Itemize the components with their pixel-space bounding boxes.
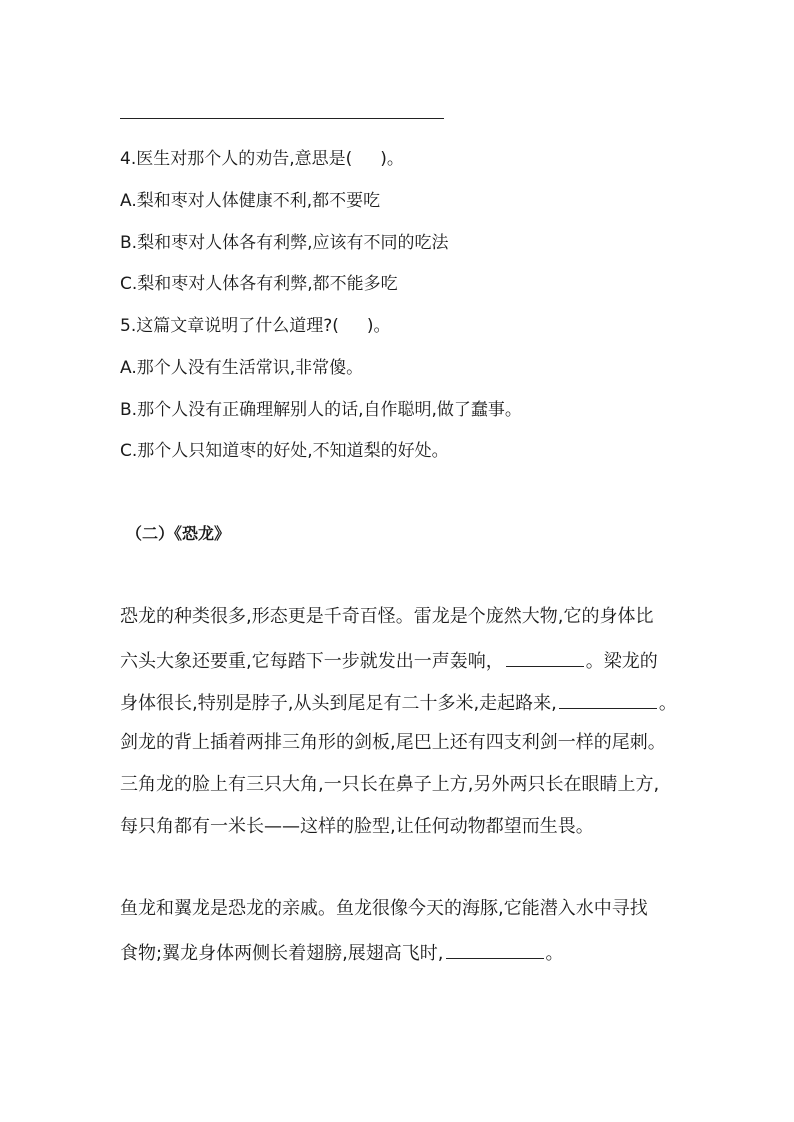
passage-line xyxy=(120,648,658,673)
section-2-title: （二）《恐龙》 xyxy=(126,524,231,543)
passage-text: 。梁龙的 xyxy=(585,651,658,672)
question-4-option-a: A.梨和枣对人体健康不利,都不要吃 xyxy=(120,191,381,211)
question-4-stem: 4.医生对那个人的劝告,意思是( xyxy=(120,149,353,169)
question-5-option-b: B.那个人没有正确理解别人的话,自作聪明,做了蠢事。 xyxy=(120,400,522,420)
question-5 xyxy=(120,315,391,337)
passage-line: 恐龙的种类很多,形态更是千奇百怪。雷龙是个庞然大物,它的身体比 xyxy=(120,606,654,627)
answer-line[interactable] xyxy=(120,118,444,119)
passage-line xyxy=(120,690,677,715)
passage-text: 。 xyxy=(545,943,564,964)
passage-line: 鱼龙和翼龙是恐龙的亲戚。鱼龙很像今天的海豚,它能潜入水中寻找 xyxy=(120,898,648,919)
fill-blank-1[interactable] xyxy=(506,648,584,667)
question-5-option-c: C.那个人只知道枣的好处,不知道梨的好处。 xyxy=(120,441,449,461)
fill-blank-3[interactable] xyxy=(446,940,544,959)
question-4-option-c: C.梨和枣对人体各有利弊,都不能多吃 xyxy=(120,274,398,294)
passage-line xyxy=(120,940,564,965)
passage-line: 剑龙的背上插着两排三角形的剑板,尾巴上还有四支利剑一样的尾刺。 xyxy=(120,732,666,753)
passage-text: 六头大象还要重,它每踏下一步就发出一声轰响， xyxy=(120,651,504,672)
question-4-option-b: B.梨和枣对人体各有利弊,应该有不同的吃法 xyxy=(120,233,449,253)
question-4-stem-end: )。 xyxy=(380,149,404,169)
passage-line: 三角龙的脸上有三只大角,一只长在鼻子上方,另外两只长在眼睛上方, xyxy=(120,774,660,795)
passage-line: 每只角都有一米长——这样的脸型,让任何动物都望而生畏。 xyxy=(120,816,594,837)
passage-text: 食物;翼龙身体两侧长着翅膀,展翅高飞时, xyxy=(120,943,444,964)
passage-text: 身体很长,特别是脖子,从头到尾足有二十多米,走起路来, xyxy=(120,693,557,714)
question-5-stem-end: )。 xyxy=(366,316,391,336)
fill-blank-2[interactable] xyxy=(559,690,657,709)
question-5-option-a: A.那个人没有生活常识,非常傻。 xyxy=(120,358,364,378)
passage-text: 。 xyxy=(658,693,677,714)
question-4 xyxy=(120,148,404,170)
question-5-stem: 5.这篇文章说明了什么道理?( xyxy=(120,316,339,336)
